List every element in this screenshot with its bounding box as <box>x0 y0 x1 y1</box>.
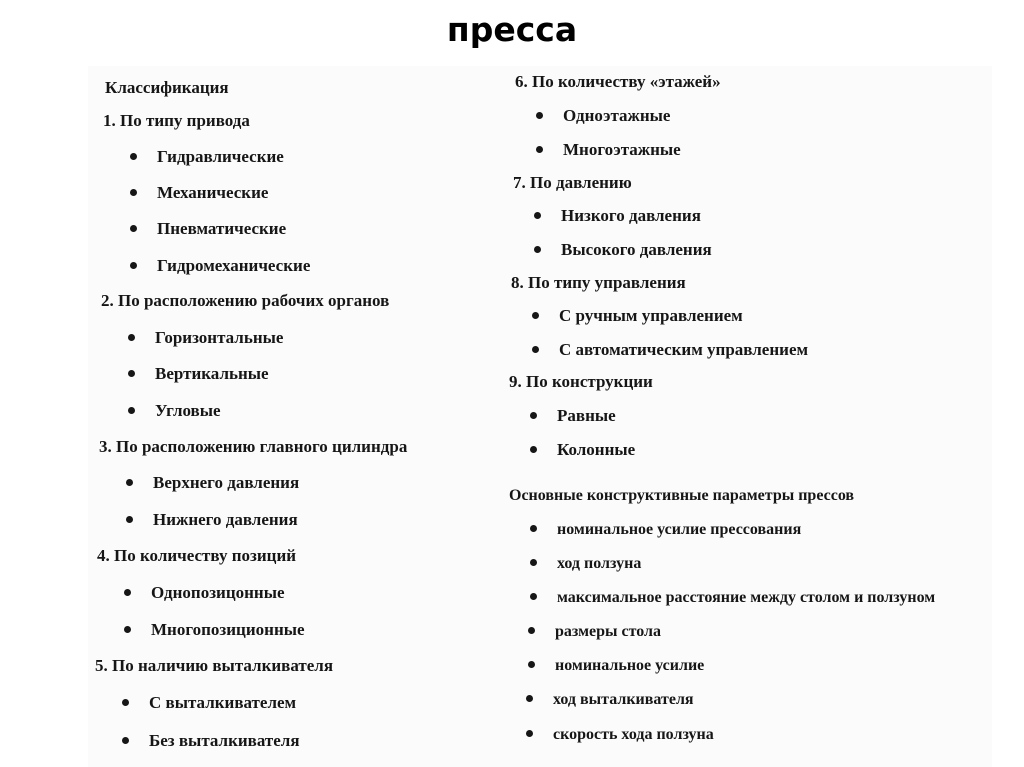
bullet-icon <box>528 627 535 634</box>
section-heading: 8. По типу управления <box>511 273 686 292</box>
list-item-label: Гидравлические <box>157 147 284 166</box>
list-item-label: Горизонтальные <box>155 328 284 347</box>
list-item <box>530 554 641 574</box>
list-item <box>536 140 681 160</box>
list-item-label: С автоматическим управлением <box>559 340 809 359</box>
section-heading: 5. По наличию выталкивателя <box>95 656 334 675</box>
list-item-label: Низкого давления <box>561 206 701 225</box>
section-heading: 6. По количеству «этажей» <box>515 72 721 91</box>
list-item-label: Нижнего давления <box>153 510 298 529</box>
bullet-icon <box>530 593 537 600</box>
section-heading: 9. По конструкции <box>509 372 653 391</box>
list-item-label: номинальное усилие <box>555 657 705 674</box>
list-item-label: Гидромеханические <box>157 256 311 275</box>
list-item-label: ход ползуна <box>557 555 642 572</box>
list-item-label: ход выталкивателя <box>553 691 694 708</box>
section-heading: 4. По количеству позиций <box>97 546 297 565</box>
list-item <box>528 656 704 676</box>
bullet-icon <box>530 525 537 532</box>
list-item <box>526 690 694 710</box>
classification-heading: Классификация <box>105 78 229 97</box>
list-item-label: Одноэтажные <box>563 106 671 125</box>
list-item <box>532 340 808 360</box>
list-item-label: Верхнего давления <box>153 473 300 492</box>
bullet-icon <box>534 246 541 253</box>
bullet-icon <box>532 346 539 353</box>
list-item-label: С выталкивателем <box>149 693 297 712</box>
list-item-label: Многопозиционные <box>151 620 305 639</box>
list-item-label: скорость хода ползуна <box>553 726 714 743</box>
list-item <box>536 106 670 126</box>
list-item-label: номинальное усилие прессования <box>557 521 802 538</box>
section-heading: 2. По расположению рабочих органов <box>101 291 390 310</box>
list-item <box>530 406 616 426</box>
list-item-label: Многоэтажные <box>563 140 681 159</box>
list-item-label: Высокого давления <box>561 240 712 259</box>
list-item <box>526 725 714 745</box>
list-item-label: Равные <box>557 406 616 425</box>
bullet-icon <box>526 695 533 702</box>
bullet-icon <box>536 146 543 153</box>
bullet-icon <box>534 212 541 219</box>
bullet-icon <box>530 446 537 453</box>
bullet-icon <box>526 730 533 737</box>
list-item-label: Угловые <box>155 401 221 420</box>
list-item-label: максимальное расстояние между столом и ползуном <box>557 589 936 606</box>
list-item-label: Без выталкивателя <box>149 731 300 750</box>
right-column <box>88 66 1024 767</box>
section-heading: 7. По давлению <box>513 173 632 192</box>
list-item-label: С ручным управлением <box>559 306 743 325</box>
list-item-label: Пневматические <box>157 219 287 238</box>
list-item-label: размеры стола <box>555 623 662 640</box>
bullet-icon <box>530 559 537 566</box>
list-item-label: Вертикальные <box>155 364 269 383</box>
bullet-icon <box>530 412 537 419</box>
scanned-page <box>88 66 992 767</box>
page-title: пресса <box>446 10 578 49</box>
list-item <box>528 622 661 642</box>
section-heading: 1. По типу привода <box>103 111 250 130</box>
bullet-icon <box>536 112 543 119</box>
section-heading: 3. По расположению главного цилиндра <box>99 437 408 456</box>
list-item-label: Колонные <box>557 440 636 459</box>
list-item <box>530 520 801 540</box>
list-item <box>532 306 743 326</box>
list-item <box>534 240 712 260</box>
list-item <box>530 588 935 608</box>
params-heading: Основные конструктивные параметры прессов <box>509 487 855 504</box>
list-item <box>534 206 701 226</box>
list-item <box>530 440 635 460</box>
list-item-label: Механические <box>157 183 269 202</box>
list-item-label: Однопозицонные <box>151 583 285 602</box>
bullet-icon <box>532 312 539 319</box>
bullet-icon <box>528 661 535 668</box>
